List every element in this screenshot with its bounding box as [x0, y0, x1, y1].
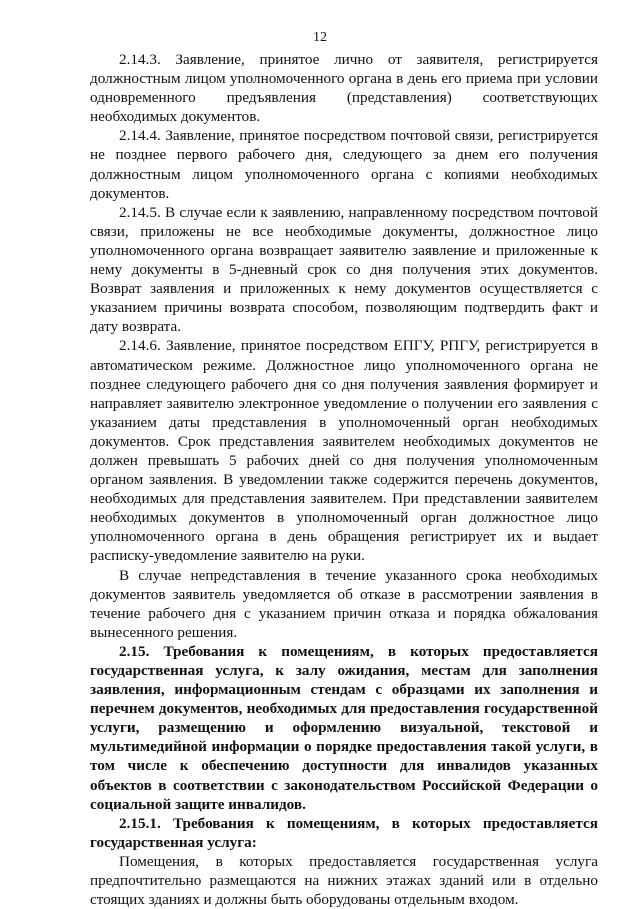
page-number: 12	[313, 30, 327, 45]
paragraph-non-submission: В случае непредставления в течение указанного срока необходимых документов заявитель уведомляется об отказе в рассмотрении заявления в течение рабочего дня с указанием причин отказа и порядка обжалования вынесенного решения.	[90, 566, 598, 641]
paragraph-premises: Помещения, в которых предоставляется государственная услуга предпочтительно размещаются на нижних этажах зданий или в отдельно стоящих зданиях и должны быть оборудованы отдельным входом.	[90, 852, 598, 909]
document-body	[90, 50, 598, 909]
heading-2-15-1: 2.15.1. Требования к помещениям, в которых предоставляется государственная услуга:	[90, 814, 598, 851]
paragraph-2-14-4: 2.14.4. Заявление, принятое посредством почтовой связи, регистрируется не позднее первого рабочего дня, следующего за днем его получения должностным лицом уполномоченного органа с копиями необходимых документов.	[90, 127, 598, 202]
paragraph-2-14-3: 2.14.3. Заявление, принятое лично от заявителя, регистрируется должностным лицом уполномоченного органа в день его приема при условии одновременного предъявления (представления) соответствующих необходимых документов.	[90, 51, 598, 126]
paragraph-2-14-6: 2.14.6. Заявление, принятое посредством ЕПГУ, РПГУ, регистрируется в автоматическом режиме. Должностное лицо уполномоченного органа не позднее следующего рабочего дня со дня получения заявления формирует и направляет заявителю электронное уведомление о получении его заявления с указанием даты представления в уполномоченный орган необходимых документов. Срок представления заявителем необходимых документов не должен превышать 5 рабочих дней со дня получения уполномоченным органом заявления. В уведомлении также содержится перечень документов, необходимых для представления заявителем. При представлении заявителем необходимых документов в уполномоченный орган должностное лицо уполномоченного органа в день обращения регистрирует их и выдает расписку-уведомление заявителю на руки.	[90, 337, 598, 565]
heading-2-15: 2.15. Требования к помещениям, в которых предоставляется государственная услуга, к залу ожидания, местам для заполнения заявления, информационным стендам с образцами их заполнения и перечнем документов, необходимых для предоставления государственной услуги, размещению и оформлению визуальной, текстовой и мультимедийной информации о порядке предоставления такой услуги, в том числе к обеспечению доступности для инвалидов указанных объектов в соответствии с законодательством Российской Федерации о социальной защите инвалидов.	[90, 642, 598, 813]
paragraph-2-14-5: 2.14.5. В случае если к заявлению, направленному посредством почтовой связи, приложены не все необходимые документы, должностное лицо уполномоченного органа возвращает заявителю заявление и приложенные к нему документы в 5-дневный срок со дня получения этих документов. Возврат заявления и приложенных к нему документов осуществляется с указанием причины возврата способом, позволяющим подтвердить факт и дату возврата.	[90, 203, 598, 336]
